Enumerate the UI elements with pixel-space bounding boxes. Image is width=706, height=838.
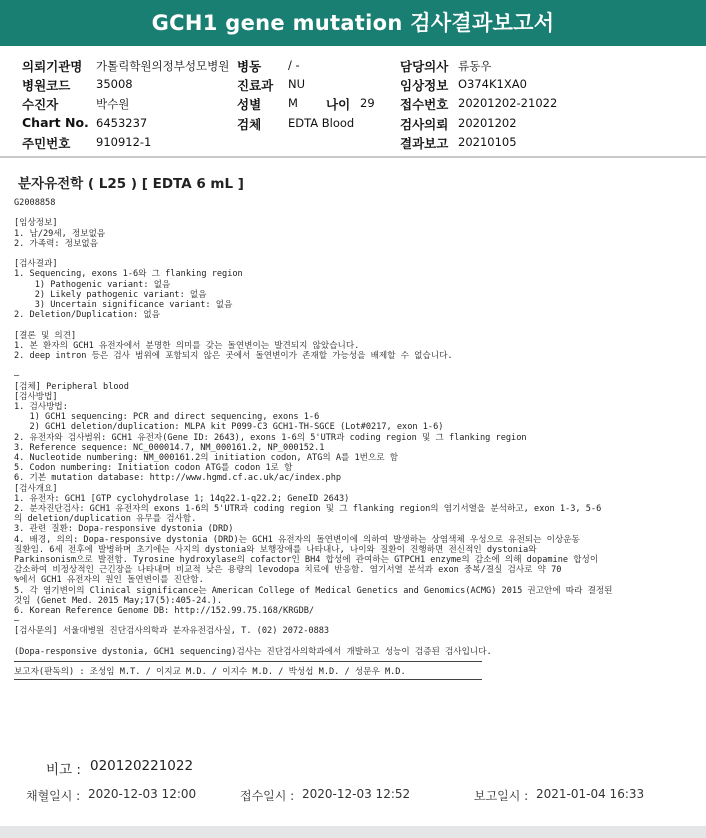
- bottom-band: [0, 826, 706, 838]
- sex-value: M: [288, 96, 298, 110]
- report-line: 2. Deletion/Duplication: 없음: [14, 310, 160, 321]
- report-line: 1. 검사방법:: [14, 402, 68, 412]
- hospital-code-label: 병원코드: [22, 78, 71, 93]
- report-line: 5. Codon numbering: Initiation codon ATG를 codon 1로 함: [14, 463, 293, 474]
- institution-value: 가톨릭학원의정부성모병원: [96, 59, 230, 73]
- doctor-label: 담당의사: [400, 59, 449, 74]
- report-line: 3. Reference sequence: NC_000014.7, NM_000161.2, NP_000152.1: [14, 442, 325, 453]
- report-line: 질환임. 6세 전후에 발병하며 초기에는 사지의 dystonia와 보행장애를 나타내나, 나이와 질환이 진행하면 전신적인 dystonia와: [14, 544, 537, 555]
- report-line: 의 deletion/duplication 유무를 검사함.: [14, 514, 197, 525]
- request-label: 검사의뢰: [400, 117, 449, 132]
- report-line: 1) GCH1 sequencing: PCR and direct sequencing, exons 1-6: [14, 412, 320, 423]
- dept-value: NU: [288, 77, 306, 91]
- report-line: (Dopa-responsive dystonia, GCH1 sequencing)검사는 진단검사의학과에서 개발하고 성능이 검증된 검사입니다.: [14, 646, 492, 657]
- request-value: 20201202: [458, 116, 517, 130]
- report-line: —: [14, 371, 20, 382]
- report-line: Parkinsonism으로 발전함. Tyrosine hydroxylase의 cofactor인 BH4 합성에 관여하는 GTPCH1 enzyme의 감소에 의해 dopamine 합성이: [14, 555, 599, 565]
- report-body: [8, 192, 698, 756]
- patient-value: 박수원: [96, 97, 130, 111]
- chart-label: Chart No.: [22, 115, 89, 130]
- specimen-label: 검체: [237, 117, 262, 132]
- receive-value: 2020-12-03 12:52: [302, 787, 411, 801]
- report-date-value: 20210105: [458, 135, 517, 149]
- report-line: 1. 남/29세, 정보없음: [14, 228, 106, 239]
- report-line: 3) Uncertain significance variant: 없음: [14, 300, 233, 310]
- age-label: 나이: [326, 97, 351, 112]
- report-line: [검사방법]: [14, 391, 58, 402]
- report-line: 4. Nucleotide numbering: NM_000161.2의 initiation codon, ATG의 A를 1번으로 함: [14, 453, 399, 463]
- report-line: 1. Sequencing, exons 1-6와 그 flanking region: [14, 269, 243, 280]
- report-line: 1) Pathogenic variant: 없음: [14, 279, 171, 290]
- report-line: [검체] Peripheral blood: [14, 381, 129, 392]
- report-time-value: 2021-01-04 16:33: [536, 787, 645, 801]
- reception-no-value: 20201202-21022: [458, 96, 558, 110]
- report-line: [검사문의] 서울대병원 진단검사의학과 분자유전검사실, T. (02) 2072-0883: [14, 626, 330, 637]
- remark-value: 020120221022: [90, 758, 194, 774]
- patient-label: 수진자: [22, 97, 59, 112]
- ward-label: 병동: [237, 59, 262, 74]
- report-line: 2. 가족력: 정보없음: [14, 238, 98, 249]
- hospital-code-value: 35008: [96, 77, 133, 91]
- report-line: 2. 유전자와 검사범위: GCH1 유전자(Gene ID: 2643), exons 1-6의 5'UTR과 coding region 및 그 flanking region: [14, 432, 527, 443]
- report-line: 보고자(판독의) : 조성임 M.T. / 이지교 M.D. / 이지수 M.D. / 박성섭 M.D. / 성문우 M.D.: [14, 667, 406, 678]
- report-line: 2. deep intron 등은 검사 범위에 포함되지 않은 곳에서 돌연변이가 존재할 가능성을 배제할 수 없습니다.: [14, 351, 453, 361]
- institution-label: 의뢰기관명: [22, 59, 83, 74]
- report-line: %에서 GCH1 유전자의 원인 돌연변이를 진단함.: [14, 575, 204, 586]
- report-line: 1. 본 환자의 GCH1 유전자에서 분명한 의미를 갖는 돌연변이는 발견되지 않았습니다.: [14, 340, 360, 351]
- report-line: [검사결과]: [14, 259, 58, 270]
- report-line: 2) Likely pathogenic variant: 없음: [14, 289, 207, 300]
- chart-value: 6453237: [96, 116, 148, 130]
- report-line: 6. 기본 mutation database: http://www.hgmd.cf.ac.uk/ac/index.php: [14, 473, 342, 484]
- section-title: 분자유전학 ( L25 ) [ EDTA 6 mL ]: [18, 176, 244, 192]
- signature-rule: [14, 661, 482, 662]
- specimen-value: EDTA Blood: [288, 116, 355, 130]
- rrn-value: 910912-1: [96, 135, 152, 149]
- report-line: —: [14, 616, 20, 627]
- report-date-label: 결과보고: [400, 136, 449, 151]
- sex-label: 성별: [237, 97, 262, 112]
- report-line: 3. 관련 질환: Dopa-responsive dystonia (DRD): [14, 524, 234, 535]
- clinical-label: 임상정보: [400, 78, 449, 93]
- ward-value: / -: [288, 58, 300, 72]
- report-line: [검사개요]: [14, 483, 58, 494]
- report-title: GCH1 gene mutation 검사결과보고서: [0, 0, 706, 46]
- collect-value: 2020-12-03 12:00: [88, 787, 197, 801]
- report-line: 감소하여 비정상적인 근긴장을 나타내며 비교적 낮은 용량의 levodopa 치료에 반응함. 염기서열 분석과 exon 중복/결실 검사로 약 70: [14, 565, 562, 576]
- report-line: 4. 배경, 의의: Dopa-responsive dystonia (DRD)는 GCH1 유전자의 돌연변이에 의하여 발생하는 상염색체 우성으로 유전되는 이상운동: [14, 534, 580, 545]
- reception-no-label: 접수번호: [400, 97, 449, 112]
- patient-header: [0, 46, 706, 156]
- remark-label: 비고 :: [46, 762, 81, 778]
- report-line: 1. 유전자: GCH1 [GTP cyclohydrolase 1; 14q22.1-q22.2; GeneID 2643): [14, 493, 350, 504]
- report-line: 5. 각 염기변이의 Clinical significance는 American College of Medical Genetics and Genomics(ACMG) 2015 권고안에 따라 결정된: [14, 585, 613, 596]
- signature-rule: [14, 679, 482, 680]
- doctor-value: 류동우: [458, 59, 492, 73]
- report-line: G2008858: [14, 198, 56, 208]
- header-divider: [0, 156, 706, 158]
- dept-label: 진료과: [237, 78, 274, 93]
- receive-label: 접수일시 :: [240, 789, 295, 803]
- report-line: 2. 분자진단검사: GCH1 유전자의 exons 1-6의 5'UTR과 coding region 및 그 flanking region의 염기서열을 분석하고, exon 1-3, 5-6: [14, 504, 602, 514]
- report-line: [임상정보]: [14, 218, 58, 229]
- report-line: [결론 및 의견]: [14, 330, 77, 341]
- report-line: 6. Korean Reference Genome DB: http://152.99.75.168/KRGDB/: [14, 606, 315, 616]
- report-time-label: 보고일시 :: [474, 789, 529, 803]
- report-line: 2) GCH1 deletion/duplication: MLPA kit P099-C3 GCH1-TH-SGCE (Lot#0217, exon 1-6): [14, 422, 444, 433]
- report-line: 것임 (Genet Med. 2015 May;17(5):405-24.).: [14, 595, 223, 606]
- age-value: 29: [360, 96, 375, 110]
- rrn-label: 주민번호: [22, 136, 71, 151]
- clinical-value: O374K1XA0: [458, 77, 527, 91]
- collect-label: 채혈일시 :: [26, 789, 81, 803]
